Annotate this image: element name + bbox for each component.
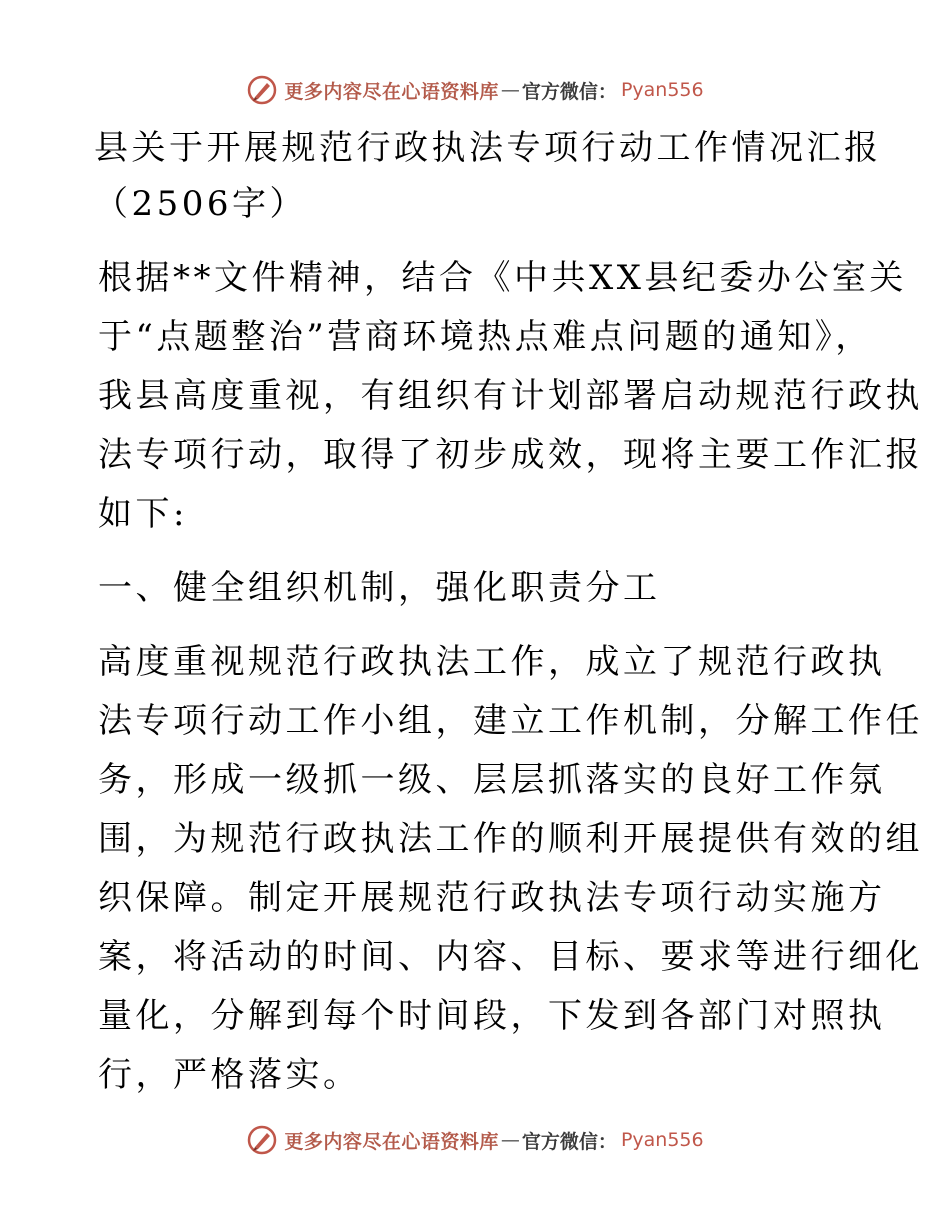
document-title-line-2: （2506字） <box>94 184 308 224</box>
pen-logo-icon <box>246 1124 278 1156</box>
paragraph-2-line: 务，形成一级抓一级、层层抓落实的良好工作氛 <box>98 760 886 800</box>
paragraph-2-line: 围，为规范行政执法工作的顺利开展提供有效的组 <box>98 819 923 859</box>
paragraph-2-line: 法专项行动工作小组，建立工作机制，分解工作任 <box>98 701 923 741</box>
top-watermark <box>0 70 950 110</box>
paragraph-2-line: 织保障。制定开展规范行政执法专项行动实施方 <box>98 878 886 918</box>
section-heading-1: 一、健全组织机制，强化职责分工 <box>98 568 661 608</box>
paragraph-2-line: 量化，分解到每个时间段，下发到各部门对照执 <box>98 996 886 1036</box>
bottom-watermark <box>0 1120 950 1160</box>
paragraph-2-line: 案，将活动的时间、内容、目标、要求等进行细化 <box>98 937 923 977</box>
paragraph-2-line: 高度重视规范行政执法工作，成立了规范行政执 <box>98 642 886 682</box>
paragraph-1-line: 于“点题整治”营商环境热点难点问题的通知》， <box>98 317 873 357</box>
watermark-main-text: 更多内容尽在心语资料库 <box>284 1130 499 1153</box>
watermark-official-label: 官方微信： <box>521 80 617 103</box>
watermark-main-text: 更多内容尽在心语资料库 <box>284 80 499 103</box>
paragraph-1-line: 如下: <box>98 494 188 534</box>
watermark-wechat-id: Pyan556 <box>620 1129 704 1151</box>
document-title-line-1: 县关于开展规范行政执法专项行动工作情况汇报 <box>94 128 882 168</box>
watermark-wechat-id: Pyan556 <box>620 79 704 101</box>
watermark-separator: — <box>500 79 520 101</box>
watermark-separator: — <box>500 1129 520 1151</box>
watermark-official-label: 官方微信： <box>521 1130 617 1153</box>
paragraph-1-line: 法专项行动，取得了初步成效，现将主要工作汇报 <box>98 435 923 475</box>
paragraph-1-line: 根据**文件精神，结合《中共XX县纪委办公室关 <box>98 258 907 298</box>
paragraph-1-line: 我县高度重视，有组织有计划部署启动规范行政执 <box>98 376 923 416</box>
paragraph-2-line: 行，严格落实。 <box>98 1055 361 1095</box>
pen-logo-icon <box>246 74 278 106</box>
